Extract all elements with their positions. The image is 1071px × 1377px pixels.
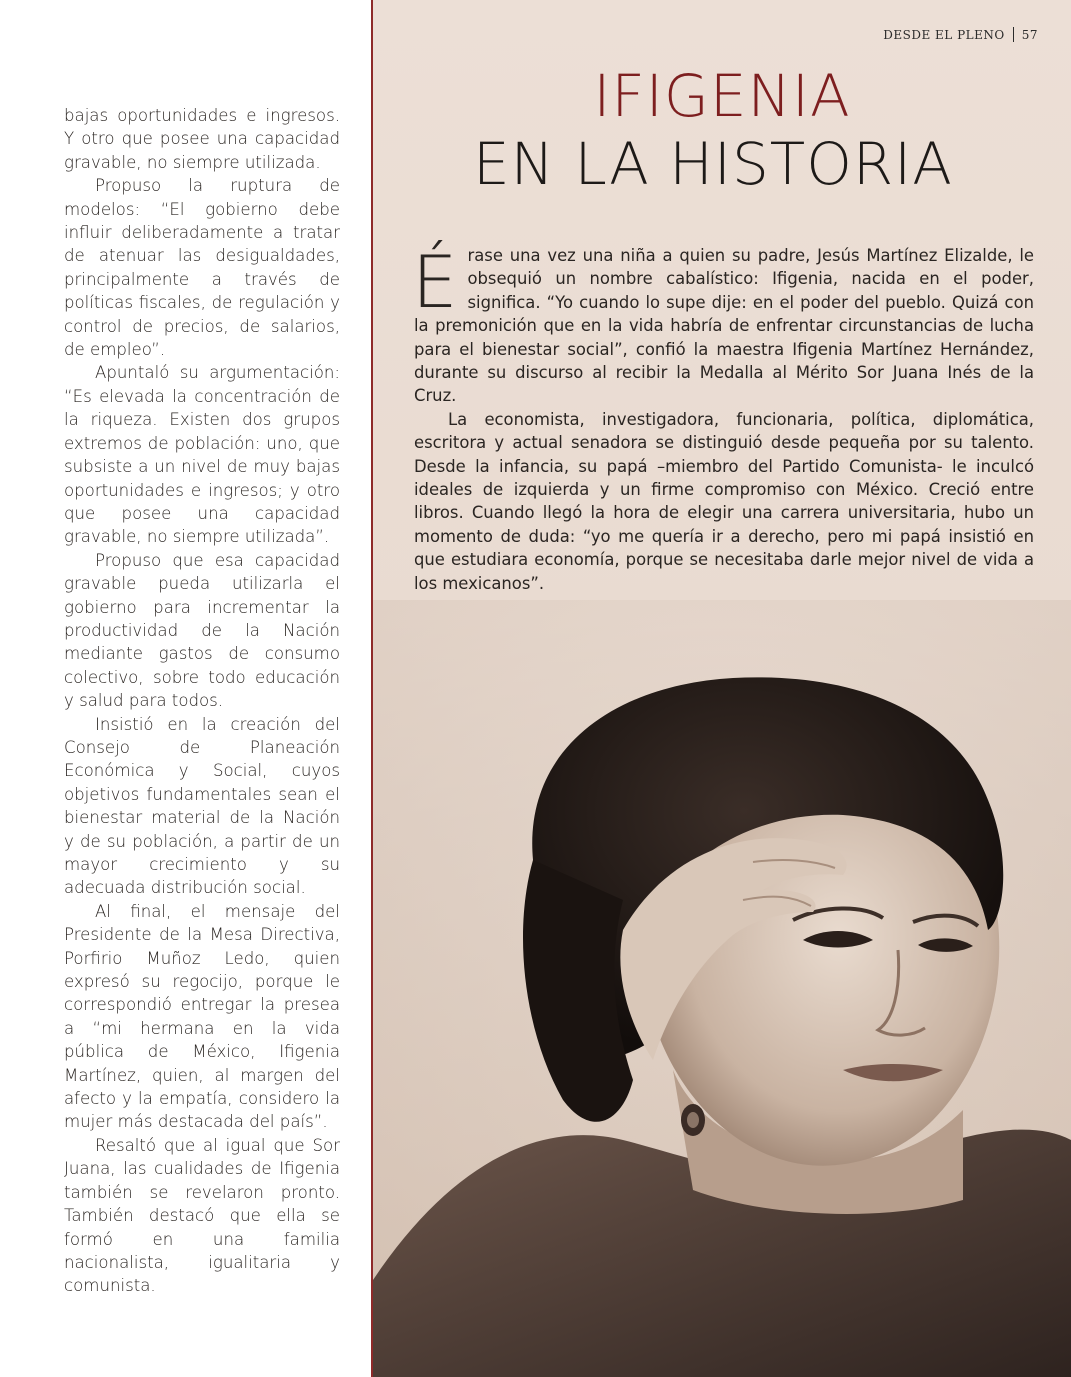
running-head bbox=[883, 27, 1038, 42]
article-title-line1: IFIGENIA bbox=[593, 62, 851, 130]
left-paragraph: Propuso que esa capacidad gravable pueda utilizarla el gobierno para incrementar la productividad de la Nación mediante gastos de consumo colectivo, sobre todo educación y salud para todos. bbox=[64, 550, 340, 711]
left-column-text bbox=[64, 104, 340, 1298]
header-separator bbox=[1013, 27, 1014, 42]
lead-paragraph bbox=[412, 240, 1034, 408]
left-paragraph: Resaltó que al igual que Sor Juana, las cualidades de Ifigenia también se revelaron pronto. También destacó que ella se formó en una familia nacionalista, igualitaria y comunista. bbox=[64, 1135, 340, 1296]
article-title-line2: EN LA HISTORIA bbox=[473, 130, 953, 198]
section-name: DESDE EL PLENO bbox=[883, 27, 1005, 42]
left-paragraph: Apuntaló su argumentación: “Es elevada la concentración de la riqueza. Existen dos grupos extremos de población: uno, que subsiste a un nivel de muy bajas oportunidades e ingresos; y otro que posee una capacidad gravable, no siempre utilizada”. bbox=[64, 363, 340, 547]
left-paragraph: Insistió en la creación del Consejo de Planeación Económica y Social, cuyos objetivos fundamentales sean el bienestar material de la Nación y de su población, a partir de un mayor crecimiento y su adecuada distribución social. bbox=[64, 714, 340, 898]
portrait-photo bbox=[373, 600, 1071, 1377]
left-paragraph: Propuso la ruptura de modelos: “El gobierno debe influir deliberadamente a tratar de atenuar las desigualdades, principalmente a través de políticas fiscales, de regulación y control de precios, de salarios, de empleo”. bbox=[64, 176, 340, 360]
page-number: 57 bbox=[1021, 27, 1038, 42]
article-paragraph: La economista, investigadora, funcionaria, política, diplomática, escritora y actual senadora se distinguió desde pequeña por su talento. Desde la infancia, su papá –miembro del Partido Comunista- le inculcó ideales de izquierda y un firme compromiso con México. Creció entre libros. Cuando llegó la hora de elegir una carrera universitaria, hubo un momento de duda: “yo me quería ir a derecho, pero mi papá insistió en que estudiara economía, porque se necesitaba darle mejor nivel de vida a los mexicanos”. bbox=[414, 409, 1034, 593]
lead-text: rase una vez una niña a quien su padre, Jesús Martínez Elizalde, le obsequió un nombre cabalístico: Ifigenia, nacida en el poder, significa. “Yo cuando lo supe dije: en el poder del pueblo. Quizá con la premonición que en la vida habría de enfrentar circunstancias de lucha para el bienestar social”, confió la maestra Ifigenia Martínez Hernández, durante su discurso al recibir la Medalla al Mérito Sor Juana Inés de la Cruz. bbox=[414, 246, 1034, 406]
left-paragraph: Al final, el mensaje del Presidente de la Mesa Directiva, Porfirio Muñoz Ledo, quien expresó su regocijo, porque le correspondió entregar la presea a “mi hermana en la vida pública de México, Ifigenia Martínez, quien, al margen del afecto y la empatía, considero la mujer más destacada del país”. bbox=[64, 901, 340, 1132]
drop-cap: É bbox=[412, 240, 458, 324]
article-body bbox=[412, 240, 1034, 595]
feature-panel bbox=[373, 0, 1071, 1377]
left-paragraph: bajas oportunidades e ingresos. Y otro que posee una capacidad gravable, no siempre utilizada. bbox=[64, 106, 340, 172]
